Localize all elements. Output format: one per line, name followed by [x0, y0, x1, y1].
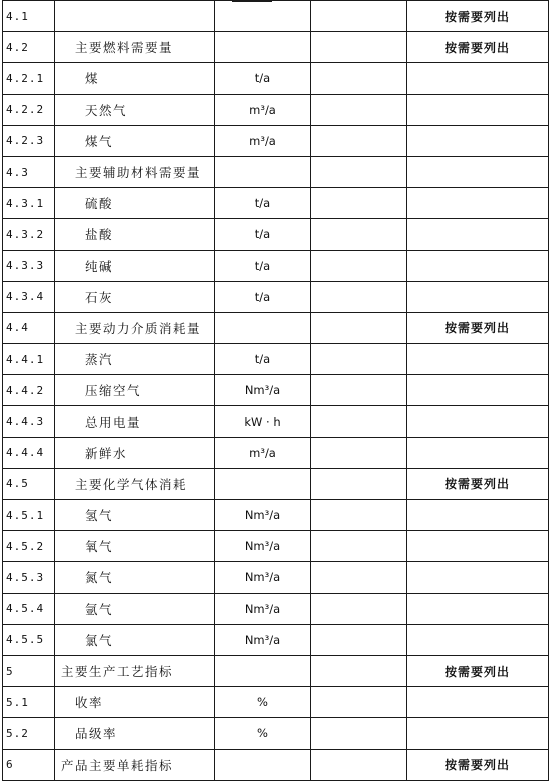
item-name-cell: 硫酸: [55, 188, 215, 219]
unit-cell: Nm³/a: [215, 624, 311, 655]
table-row: [3, 94, 549, 125]
value-cell: [311, 468, 407, 499]
item-name-cell: 产品主要单耗指标: [55, 749, 215, 780]
table-row: [3, 250, 549, 281]
table-row: [3, 281, 549, 312]
value-cell: [311, 687, 407, 718]
item-name-cell: 石灰: [55, 281, 215, 312]
note-cell: 按需要列出: [407, 749, 549, 780]
value-cell: [311, 94, 407, 125]
item-code-cell: 4.3.3: [3, 250, 55, 281]
table-row: [3, 624, 549, 655]
item-code-cell: 4.2: [3, 32, 55, 63]
note-cell: [407, 687, 549, 718]
unit-cell: Nm³/a: [215, 593, 311, 624]
note-cell: [407, 406, 549, 437]
note-cell: [407, 562, 549, 593]
item-name-cell: 主要辅助材料需要量: [55, 156, 215, 187]
note-cell: [407, 593, 549, 624]
item-code-cell: 4.4.4: [3, 437, 55, 468]
unit-cell: t/a: [215, 344, 311, 375]
unit-cell: t/a: [215, 281, 311, 312]
table-row: [3, 406, 549, 437]
item-code-cell: 5.1: [3, 687, 55, 718]
item-name-cell: 收率: [55, 687, 215, 718]
unit-cell: [215, 1, 311, 32]
note-cell: [407, 188, 549, 219]
table-row: [3, 219, 549, 250]
value-cell: [311, 281, 407, 312]
item-code-cell: 4.5.2: [3, 531, 55, 562]
item-code-cell: 4.5.5: [3, 624, 55, 655]
value-cell: [311, 63, 407, 94]
item-code-cell: 4.1: [3, 1, 55, 32]
table-row: [3, 749, 549, 780]
note-cell: 按需要列出: [407, 655, 549, 686]
table-row: [3, 156, 549, 187]
item-code-cell: 5: [3, 655, 55, 686]
unit-cell: [215, 312, 311, 343]
table-top-border-fragment: [232, 0, 272, 2]
table-row: [3, 125, 549, 156]
item-name-cell: 氧气: [55, 531, 215, 562]
value-cell: [311, 437, 407, 468]
note-cell: [407, 94, 549, 125]
value-cell: [311, 375, 407, 406]
item-name-cell: 纯碱: [55, 250, 215, 281]
item-code-cell: 4.2.3: [3, 125, 55, 156]
item-code-cell: 4.2.1: [3, 63, 55, 94]
unit-cell: [215, 32, 311, 63]
unit-cell: m³/a: [215, 125, 311, 156]
note-cell: 按需要列出: [407, 32, 549, 63]
table-row: [3, 188, 549, 219]
item-code-cell: 4.5.1: [3, 500, 55, 531]
note-cell: [407, 344, 549, 375]
table-row: [3, 593, 549, 624]
item-name-cell: 主要生产工艺指标: [55, 655, 215, 686]
item-name-cell: 天然气: [55, 94, 215, 125]
item-name-cell: 煤: [55, 63, 215, 94]
value-cell: [311, 593, 407, 624]
item-name-cell: 氯气: [55, 624, 215, 655]
item-name-cell: 蒸汽: [55, 344, 215, 375]
item-name-cell: 氮气: [55, 562, 215, 593]
value-cell: [311, 156, 407, 187]
indicator-table-body: [3, 1, 549, 781]
note-cell: [407, 375, 549, 406]
unit-cell: Nm³/a: [215, 375, 311, 406]
note-cell: [407, 437, 549, 468]
item-name-cell: 主要动力介质消耗量: [55, 312, 215, 343]
item-name-cell: 主要化学气体消耗: [55, 468, 215, 499]
unit-cell: t/a: [215, 219, 311, 250]
note-cell: [407, 219, 549, 250]
item-code-cell: 5.2: [3, 718, 55, 749]
note-cell: [407, 250, 549, 281]
table-row: [3, 1, 549, 32]
item-code-cell: 4.3: [3, 156, 55, 187]
unit-cell: kW · h: [215, 406, 311, 437]
table-row: [3, 344, 549, 375]
note-cell: [407, 156, 549, 187]
item-name-cell: 煤气: [55, 125, 215, 156]
item-code-cell: 4.3.1: [3, 188, 55, 219]
value-cell: [311, 655, 407, 686]
unit-cell: t/a: [215, 188, 311, 219]
item-code-cell: 4.5.3: [3, 562, 55, 593]
item-code-cell: 4.3.4: [3, 281, 55, 312]
value-cell: [311, 1, 407, 32]
note-cell: [407, 531, 549, 562]
note-cell: [407, 500, 549, 531]
unit-cell: m³/a: [215, 94, 311, 125]
unit-cell: [215, 749, 311, 780]
unit-cell: Nm³/a: [215, 500, 311, 531]
table-row: [3, 375, 549, 406]
note-cell: 按需要列出: [407, 1, 549, 32]
item-name-cell: 氩气: [55, 593, 215, 624]
unit-cell: m³/a: [215, 437, 311, 468]
note-cell: [407, 125, 549, 156]
item-code-cell: 4.3.2: [3, 219, 55, 250]
item-code-cell: 4.4.1: [3, 344, 55, 375]
table-row: [3, 500, 549, 531]
note-cell: 按需要列出: [407, 312, 549, 343]
indicator-table-page: [2, 0, 548, 782]
table-row: [3, 32, 549, 63]
table-row: [3, 655, 549, 686]
value-cell: [311, 250, 407, 281]
item-code-cell: 6: [3, 749, 55, 780]
table-row: [3, 468, 549, 499]
item-code-cell: 4.4: [3, 312, 55, 343]
value-cell: [311, 531, 407, 562]
item-name-cell: 品级率: [55, 718, 215, 749]
note-cell: [407, 624, 549, 655]
note-cell: [407, 281, 549, 312]
unit-cell: %: [215, 718, 311, 749]
note-cell: [407, 63, 549, 94]
value-cell: [311, 406, 407, 437]
unit-cell: Nm³/a: [215, 531, 311, 562]
unit-cell: t/a: [215, 250, 311, 281]
unit-cell: [215, 156, 311, 187]
unit-cell: [215, 655, 311, 686]
value-cell: [311, 562, 407, 593]
table-row: [3, 312, 549, 343]
table-row: [3, 531, 549, 562]
unit-cell: t/a: [215, 63, 311, 94]
item-code-cell: 4.4.3: [3, 406, 55, 437]
table-row: [3, 687, 549, 718]
value-cell: [311, 219, 407, 250]
value-cell: [311, 500, 407, 531]
item-code-cell: 4.5: [3, 468, 55, 499]
unit-cell: Nm³/a: [215, 562, 311, 593]
item-name-cell: 新鲜水: [55, 437, 215, 468]
value-cell: [311, 749, 407, 780]
item-name-cell: 压缩空气: [55, 375, 215, 406]
table-row: [3, 718, 549, 749]
item-name-cell: [55, 1, 215, 32]
table-row: [3, 562, 549, 593]
item-name-cell: 盐酸: [55, 219, 215, 250]
value-cell: [311, 312, 407, 343]
item-name-cell: 氢气: [55, 500, 215, 531]
note-cell: 按需要列出: [407, 468, 549, 499]
table-row: [3, 63, 549, 94]
item-code-cell: 4.5.4: [3, 593, 55, 624]
value-cell: [311, 125, 407, 156]
value-cell: [311, 718, 407, 749]
value-cell: [311, 624, 407, 655]
value-cell: [311, 344, 407, 375]
indicator-table: [2, 0, 549, 781]
value-cell: [311, 188, 407, 219]
item-code-cell: 4.2.2: [3, 94, 55, 125]
item-name-cell: 主要燃料需要量: [55, 32, 215, 63]
item-code-cell: 4.4.2: [3, 375, 55, 406]
unit-cell: [215, 468, 311, 499]
table-row: [3, 437, 549, 468]
unit-cell: %: [215, 687, 311, 718]
value-cell: [311, 32, 407, 63]
note-cell: [407, 718, 549, 749]
item-name-cell: 总用电量: [55, 406, 215, 437]
